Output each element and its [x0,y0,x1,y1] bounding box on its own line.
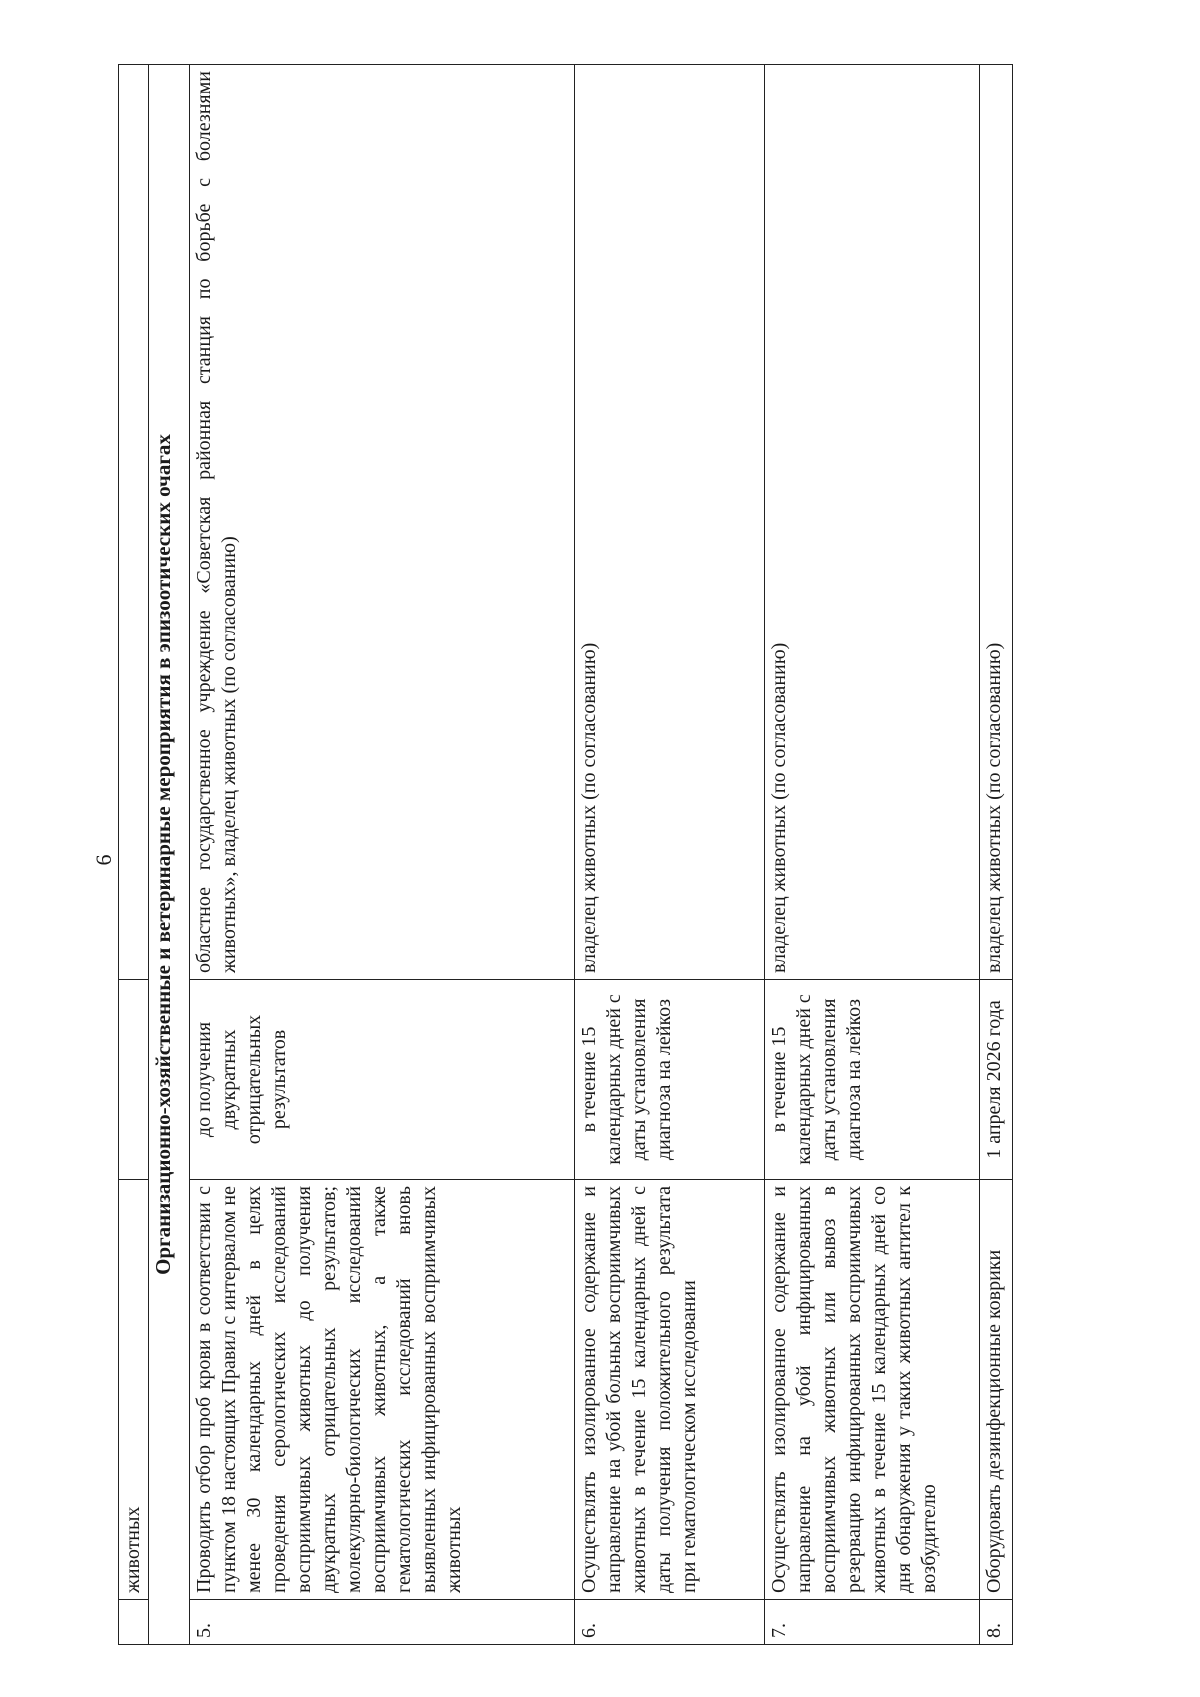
row-responsible: областное государственное учреждение «Советская районная станция по борьбе с болезнями животных», владелец животных (по согласованию) [190,65,575,980]
carryover-text: животных [119,1180,149,1600]
table-row [980,65,1013,1645]
rotated-page-content [118,30,1068,1680]
row-number: 6. [575,1600,765,1645]
table-row [190,65,575,1645]
row-term: до получения двукратных отрицательных результатов [190,980,575,1180]
row-number: 8. [980,1600,1013,1645]
row-number: 5. [190,1600,575,1645]
carryover-term-cell [119,980,149,1180]
row-action: Осуществлять изолированное содержание и направление на убой инфицированных восприимчивых животных или вывоз в резервацию инфицированных восприимчивых животных в течение 15 календарных дней со дня обнаружения у таких животных антител к возбудителю [765,1180,980,1600]
table-row [575,65,765,1645]
carryover-resp-cell [119,65,149,980]
section-heading-row [149,65,190,1645]
row-term: 1 апреля 2026 года [980,980,1013,1180]
row-responsible: владелец животных (по согласованию) [765,65,980,980]
row-responsible: владелец животных (по согласованию) [575,65,765,980]
row-action: Оборудовать дезинфекционные коврики [980,1180,1013,1600]
row-term: в течение 15 календарных дней с даты установления диагноза на лейкоз [575,980,765,1180]
carryover-num-cell [119,1600,149,1645]
row-term: в течение 15 календарных дней с даты установления диагноза на лейкоз [765,980,980,1180]
section-heading: Организационно-хозяйственные и ветеринарные мероприятия в эпизоотических очагах [149,65,190,1645]
row-responsible: владелец животных (по согласованию) [980,65,1013,980]
row-number: 7. [765,1600,980,1645]
row-action: Проводить отбор проб крови в соответствии с пунктом 18 настоящих Правил с интервалом не менее 30 календарных дней в целях проведения серологических исследований восприимчивых животных до получения двукратных отрицательных результатов; молекулярно-биологических исследований восприимчивых животных, а также гематологических исследований вновь выявленных инфицированных восприимчивых животных [190,1180,575,1600]
carryover-row [119,65,149,1645]
row-action: Осуществлять изолированное содержание и направление на убой больных восприимчивых животных в течение 15 календарных дней с даты получения положительного результата при гематологическом исследовании [575,1180,765,1600]
table-row [765,65,980,1645]
measures-table [118,64,1013,1645]
page-number: 6 [91,854,116,866]
